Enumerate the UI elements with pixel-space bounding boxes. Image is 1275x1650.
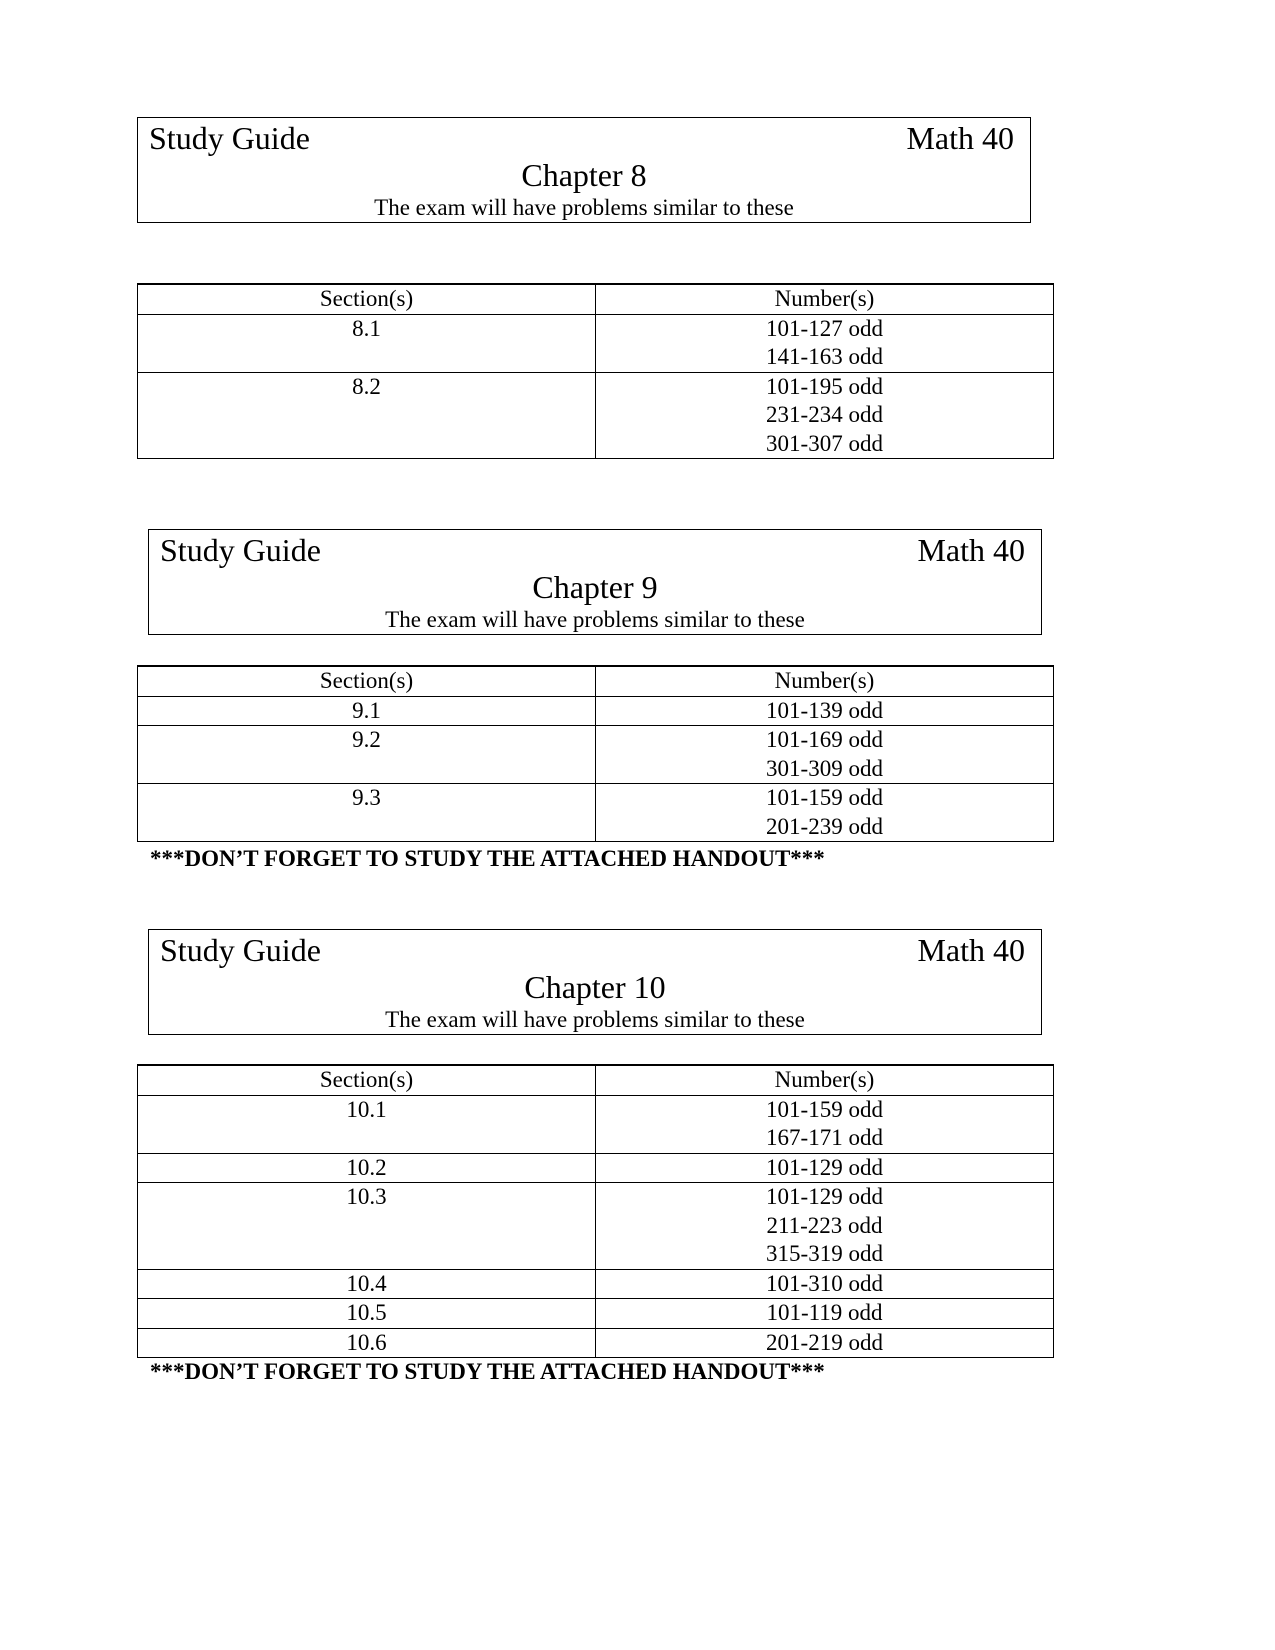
problem-range: 211-223 odd	[766, 1212, 883, 1238]
chapter-8-header	[137, 117, 1031, 223]
chapter-title: Chapter 10	[524, 969, 666, 1005]
study-guide-title: Study Guide	[160, 532, 321, 568]
chapter-title: Chapter 9	[532, 569, 658, 605]
section-column-header: Section(s)	[138, 1065, 596, 1095]
study-guide-title: Study Guide	[149, 120, 310, 156]
section-cell: 8.1	[138, 314, 596, 372]
table-row	[138, 1328, 1054, 1358]
table-row	[138, 726, 1054, 784]
table-row	[138, 784, 1054, 842]
section-cell: 9.2	[138, 726, 596, 784]
section-cell: 9.3	[138, 784, 596, 842]
chapter-10-header	[148, 929, 1042, 1035]
table-row	[138, 1095, 1054, 1153]
number-column-header: Number(s)	[596, 666, 1054, 696]
numbers-cell	[596, 372, 1054, 459]
problem-range: 301-307 odd	[766, 430, 883, 456]
table-row	[138, 696, 1054, 726]
section-cell: 10.1	[138, 1095, 596, 1153]
section-column-header: Section(s)	[138, 666, 596, 696]
problem-range: 101-129 odd	[766, 1184, 883, 1209]
problem-range: 101-129 odd	[766, 1154, 883, 1180]
problem-range: 101-159 odd	[766, 785, 883, 810]
course-name: Math 40	[917, 532, 1025, 568]
problem-range: 167-171 odd	[766, 1125, 883, 1150]
problem-range: 315-319 odd	[766, 1241, 883, 1266]
numbers-cell	[596, 314, 1054, 372]
table-row	[138, 1299, 1054, 1329]
number-column-header: Number(s)	[596, 1065, 1054, 1095]
section-cell: 10.2	[138, 1153, 596, 1183]
problem-range: 101-169 odd	[766, 727, 883, 752]
table-row	[138, 1153, 1054, 1183]
section-cell: 10.3	[138, 1183, 596, 1270]
section-cell: 10.5	[138, 1299, 596, 1329]
numbers-cell	[596, 696, 1054, 726]
problem-range: 201-239 odd	[766, 813, 883, 839]
section-cell: 9.1	[138, 696, 596, 726]
numbers-cell	[596, 784, 1054, 842]
numbers-cell	[596, 1299, 1054, 1329]
numbers-cell	[596, 1269, 1054, 1299]
numbers-cell	[596, 1183, 1054, 1270]
section-cell: 10.4	[138, 1269, 596, 1299]
section-column-header: Section(s)	[138, 284, 596, 314]
chapter-8-table	[137, 283, 1054, 459]
number-column-header: Number(s)	[596, 284, 1054, 314]
chapter-9-header	[148, 529, 1042, 635]
course-name: Math 40	[917, 932, 1025, 968]
chapter-9-table	[137, 665, 1054, 842]
table-row	[138, 1183, 1054, 1270]
handout-reminder: ***DON’T FORGET TO STUDY THE ATTACHED HANDOUT***	[150, 846, 825, 871]
chapter-title: Chapter 8	[521, 157, 647, 193]
table-row	[138, 372, 1054, 459]
problem-range: 101-127 odd	[766, 315, 883, 341]
problem-range: 231-234 odd	[766, 402, 883, 427]
problem-range: 101-159 odd	[766, 1096, 883, 1122]
exam-subtitle: The exam will have problems similar to these	[385, 1007, 805, 1032]
section-cell: 8.2	[138, 372, 596, 459]
chapter-10-table	[137, 1064, 1054, 1358]
exam-subtitle: The exam will have problems similar to these	[385, 607, 805, 632]
problem-range: 101-310 odd	[766, 1270, 883, 1296]
table-row	[138, 314, 1054, 372]
numbers-cell	[596, 726, 1054, 784]
exam-subtitle: The exam will have problems similar to these	[374, 195, 794, 220]
handout-reminder: ***DON’T FORGET TO STUDY THE ATTACHED HANDOUT***	[150, 1359, 825, 1384]
numbers-cell	[596, 1153, 1054, 1183]
problem-range: 301-309 odd	[766, 755, 883, 781]
problem-range: 201-219 odd	[766, 1329, 883, 1355]
numbers-cell	[596, 1095, 1054, 1153]
problem-range: 141-163 odd	[766, 344, 883, 369]
table-row	[138, 1269, 1054, 1299]
problem-range: 101-119 odd	[766, 1300, 883, 1325]
course-name: Math 40	[906, 120, 1014, 156]
study-guide-title: Study Guide	[160, 932, 321, 968]
section-cell: 10.6	[138, 1328, 596, 1358]
problem-range: 101-139 odd	[766, 697, 883, 723]
numbers-cell	[596, 1328, 1054, 1358]
problem-range: 101-195 odd	[766, 373, 883, 399]
